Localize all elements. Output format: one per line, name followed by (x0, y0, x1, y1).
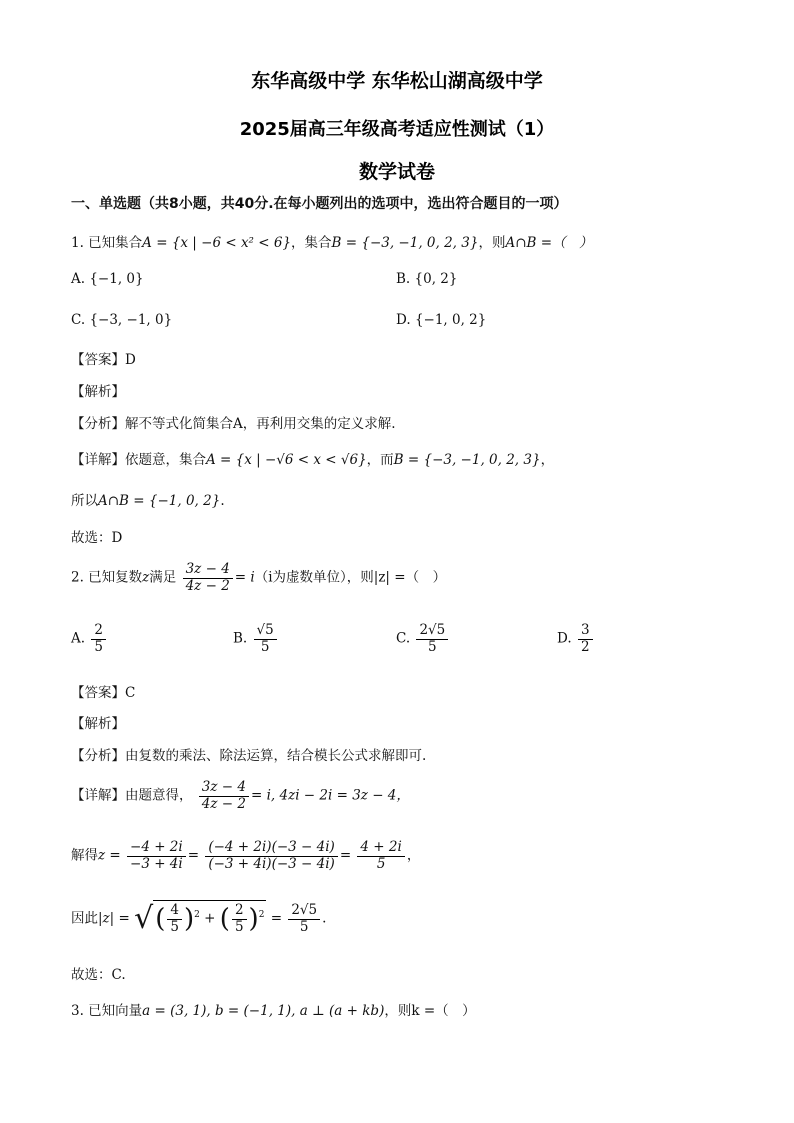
frac-den: −3 + 4i (130, 855, 183, 872)
frac-num: 3z − 4 (183, 562, 233, 579)
q1-choose: 故选：D (71, 530, 123, 546)
school-title: 东华高级中学 东华松山湖高级中学 (251, 70, 543, 92)
frac-den: 5 (260, 638, 270, 655)
paren-icon: ) (248, 904, 259, 935)
q2-eq: = i (234, 569, 255, 586)
q2-detail-text: 【详解】由题意得， (71, 787, 193, 804)
option-text: {−1, 0, 2} (414, 312, 487, 328)
option-text: {−1, 0} (89, 271, 144, 287)
q1-option-a (71, 271, 144, 287)
frac-den: 4z − 2 (185, 577, 230, 594)
q2-prefix: 2. 已知复数 (71, 569, 143, 586)
q2-hence-end: . (322, 910, 327, 927)
hence-frac-a (167, 903, 182, 935)
q2-solve-prefix: 解得 (71, 847, 98, 864)
q2-detail-fraction (199, 780, 249, 812)
frac-num: 4 + 2i (357, 840, 404, 857)
q2-fraction (183, 562, 233, 594)
q3-prefix: 3. 已知向量 (71, 1003, 143, 1019)
q2-option-c (396, 623, 450, 655)
solve-frac-1 (127, 840, 186, 872)
frac-den: 5 (94, 638, 103, 655)
frac-num: (−4 + 2i)(−3 − 4i) (205, 840, 337, 857)
frac-den: (−3 + 4i)(−3 − 4i) (208, 855, 335, 872)
solve-frac-2 (205, 840, 337, 872)
q2-solve: 解得z = $\frac{-4 + 2i}{-3 + 4i}$ = $\frac{(-4 + 2i)(-3 - 4i)}{(-3 + 4i)(-3 - 4i)}$ = $\frac{4 + 2i}{5}$ ， (71, 839, 421, 872)
option-fraction (91, 623, 106, 655)
frac-num: 2 (232, 903, 247, 920)
question-3-stem (71, 999, 476, 1019)
frac-num: 2 (91, 623, 106, 640)
q1-so: 所以 (71, 493, 98, 509)
option-label: C. (71, 312, 86, 328)
q2-solve-end: ， (406, 847, 421, 864)
option-text: {−3, −1, 0} (89, 312, 173, 328)
q1-answer: 【答案】D (71, 352, 136, 368)
frac-num: 3z − 4 (199, 780, 249, 797)
option-label: D. (396, 312, 411, 328)
q1-option-d (396, 312, 486, 328)
frac-den: 5 (299, 918, 309, 935)
q2-choose: 故选：C. (71, 967, 126, 983)
q1-mid: ，集合 (291, 235, 332, 251)
question-2-stem (71, 562, 446, 594)
q2-analysis-head: 【解析】 (71, 716, 125, 732)
subject-title: 数学试卷 (358, 161, 435, 183)
q1-fenxi: 【分析】解不等式化简集合A，再利用交集的定义求解. (71, 416, 396, 432)
frac-den: 5 (170, 918, 179, 935)
q2-solve-z: z = (98, 847, 121, 864)
frac-den: 4z − 2 (201, 795, 246, 812)
q1-detail-set-a: A = {x | −√6 < x < √6} (206, 452, 367, 468)
q2-hence: 因此|z| = √( $\frac{4}{5}$ )$^2$ + ( $\frac{2}{5}$ )$^2$ = $\frac{2√5}{5}$ . (71, 901, 327, 937)
q1-detail (71, 448, 554, 468)
q2-option-a (71, 623, 108, 655)
hence-frac-b (232, 903, 247, 935)
paren-icon: ( (219, 904, 230, 935)
frac-den: 2 (580, 638, 590, 655)
frac-den: 5 (234, 918, 244, 935)
question-1-stem (71, 231, 593, 251)
section-heading: 一、单选题（共8小题，共40分.在每小题列出的选项中，选出符合题目的一项） (71, 196, 568, 212)
frac-num: 2√5 (416, 623, 448, 640)
option-label: A. (71, 630, 86, 647)
option-label: C. (396, 630, 411, 647)
radicand: ( $\frac{4}{5}$ )$^2$ + ( $\frac{2}{5}$ )$^2$ (155, 902, 265, 935)
solve-frac-3 (357, 840, 404, 872)
q1-detail-text-3: ， (540, 452, 555, 468)
option-fraction (416, 623, 448, 655)
option-label: A. (71, 271, 86, 287)
q2-tail: （i为虚数单位），则|z| =（ ） (254, 569, 447, 586)
q1-so-end: . (220, 493, 225, 509)
q1-detail-text-2: ，而 (366, 452, 394, 468)
q1-set-b: B = {−3, −1, 0, 2, 3} (331, 235, 479, 251)
q3-tail: ，则k =（ ） (384, 1003, 476, 1019)
q2-option-b (233, 623, 279, 655)
q2-detail-eq: = i, 4zi − 2i = 3z − 4， (250, 787, 410, 804)
q2-hence-abs: |z| = (98, 910, 130, 927)
q2-var: z (142, 569, 150, 586)
option-fraction (578, 623, 593, 655)
q1-detail-text: 【详解】依题意，集合 (71, 452, 206, 468)
q1-analysis-head: 【解析】 (71, 384, 125, 400)
option-text: {0, 2} (414, 271, 458, 287)
option-label: B. (233, 630, 248, 647)
option-label: D. (557, 630, 572, 647)
q1-result: A∩B = {−1, 0, 2} (98, 493, 221, 509)
option-fraction (254, 623, 277, 655)
frac-den: 5 (376, 855, 386, 872)
q1-tail: ，则 (478, 235, 506, 251)
q2-hence-prefix: 因此 (71, 910, 98, 927)
q1-option-c (71, 312, 172, 328)
q1-option-b (396, 271, 457, 287)
frac-num: −4 + 2i (127, 840, 186, 857)
q2-mid: 满足 (149, 569, 177, 586)
frac-num: 2√5 (288, 903, 320, 920)
q2-detail (71, 780, 410, 812)
hence-result (288, 903, 320, 935)
paren-icon: ( (155, 904, 166, 935)
q1-prefix: 1. 已知集合 (71, 235, 143, 251)
q1-detail-set-b: B = {−3, −1, 0, 2, 3} (393, 452, 541, 468)
q1-conclusion (71, 489, 225, 509)
q2-fenxi: 【分析】由复数的乘法、除法运算，结合模长公式求解即可. (71, 748, 427, 764)
frac-den: 5 (428, 638, 437, 655)
frac-num: 3 (578, 623, 593, 640)
frac-num: √5 (254, 623, 277, 640)
q2-option-d (557, 623, 595, 655)
paren-icon: ) (183, 904, 195, 935)
sqrt-icon: √ (134, 901, 154, 937)
q1-set-a: A = {x | −6 < x² < 6} (142, 235, 292, 251)
q3-expr: a = (3, 1), b = (−1, 1), a ⊥ (a + kb) (142, 1003, 385, 1019)
exam-title: 2025届高三年级高考适应性测试（1） (239, 119, 555, 140)
frac-num: 4 (167, 903, 182, 920)
option-label: B. (396, 271, 411, 287)
q2-answer: 【答案】C (71, 685, 136, 701)
q1-ask: A∩B =（ ） (505, 235, 593, 251)
